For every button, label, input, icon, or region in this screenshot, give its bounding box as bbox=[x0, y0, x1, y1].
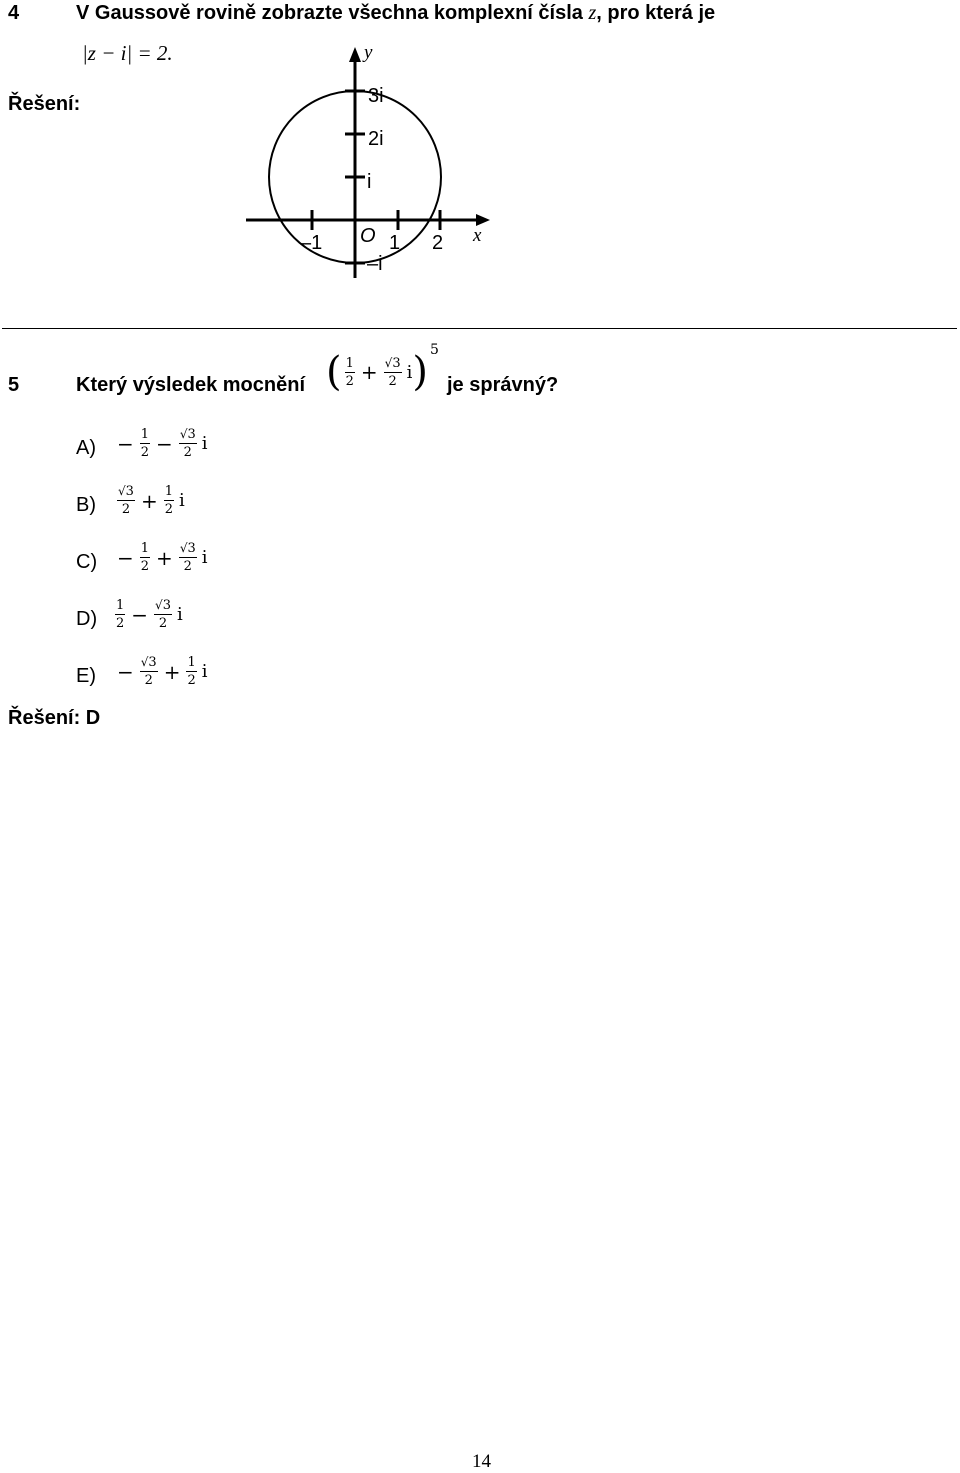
option-c-expression: − $\frac{1}{2}$ + $\frac{√3}{2}$ i bbox=[117, 541, 208, 574]
option-c-label: C) bbox=[76, 551, 98, 573]
option-d-expression: $\frac{1}{2}$ − $\frac{√3}{2}$ i bbox=[116, 598, 183, 631]
x-tick-label-1: 1 bbox=[389, 232, 401, 254]
option-b-expression: $\frac{√3}{2}$ + $\frac{1}{2}$ i bbox=[118, 484, 185, 517]
y-tick-label-2i: 2i bbox=[368, 128, 384, 150]
problem-4-text-after: , pro která je bbox=[596, 2, 716, 24]
x-tick-label-minus1: –1 bbox=[300, 232, 323, 254]
x-tick-label-2: 2 bbox=[432, 232, 444, 254]
section-divider bbox=[2, 328, 957, 329]
problem-4-number: 4 bbox=[8, 2, 20, 24]
complex-plane-graph bbox=[0, 0, 960, 330]
option-a-label: A) bbox=[76, 437, 96, 459]
problem-4-solution-label: Řešení: bbox=[8, 93, 81, 115]
option-a-expression: − $\frac{1}{2}$ − $\frac{√3}{2}$ i bbox=[117, 427, 208, 460]
y-tick-label-minus-i: –i bbox=[367, 253, 383, 275]
page-number: 14 bbox=[472, 1451, 491, 1472]
y-tick-label-3i: 3i bbox=[368, 85, 384, 107]
problem-4-equation: |z − i| = 2. bbox=[82, 41, 173, 65]
option-e-label: E) bbox=[76, 665, 96, 687]
y-axis-arrow bbox=[349, 47, 361, 62]
problem-5-solution: Řešení: D bbox=[8, 707, 101, 729]
problem-5-question: Který výsledek mocnění bbox=[76, 374, 305, 396]
problem-4-variable: z bbox=[588, 2, 597, 24]
option-b-label: B) bbox=[76, 494, 96, 516]
x-axis-label: x bbox=[473, 225, 482, 246]
problem-5-number: 5 bbox=[8, 374, 20, 396]
option-e-expression: − $\frac{√3}{2}$ + $\frac{1}{2}$ i bbox=[117, 655, 208, 688]
option-d-label: D) bbox=[76, 608, 98, 630]
problem-5-question-tail: je správný? bbox=[447, 374, 559, 396]
y-tick-label-i: i bbox=[367, 171, 372, 193]
problem-4-text-before: V Gaussově rovině zobrazte všechna komplexní čísla bbox=[76, 2, 589, 24]
y-axis-label: y bbox=[364, 42, 373, 63]
origin-label: O bbox=[360, 225, 376, 247]
problem-5-expression: ( $\frac{1}{2}$ + $\frac{√3}{2}$ i ) 5 bbox=[326, 342, 439, 395]
